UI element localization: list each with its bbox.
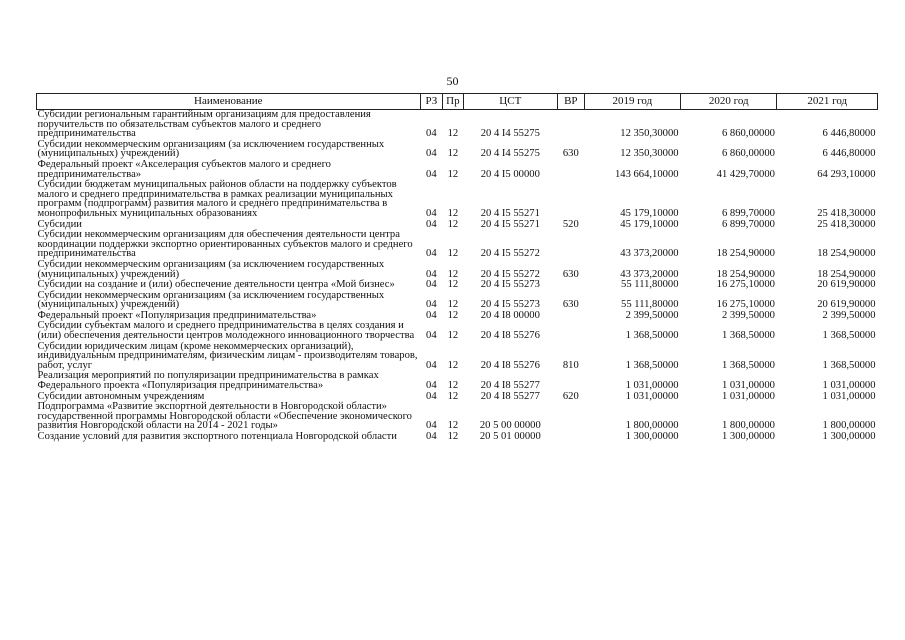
cell-pr: 12 [447,248,459,260]
cell-pr: 12 [447,128,459,140]
cell-name: Подпрограмма «Развитие экспортной деятельности в Новгородской области» государственной программы Новгородской области «Обеспечение экономического развития Новгородской области на 2014 - 2021 годы» [37,401,412,432]
table-row [37,342,878,372]
cell-2019: 45 179,10000 [620,207,679,219]
cell-rz: 04 [426,431,437,442]
cell-2019: 1 031,00000 [625,390,679,402]
header-cst: ЦСТ [463,94,557,110]
cell-cst: 20 4 I8 55277 [480,390,540,402]
table-row [37,371,878,391]
cell-vr: 810 [562,359,579,371]
cell-2021: 64 293,10000 [817,168,876,180]
cell-name: Реализация мероприятий по популяризации предпринимательства в рамках Федерального проекта «Популяризация предпринимательства» [37,370,379,392]
cell-2021: 18 254,90000 [817,248,876,260]
cell-name: Субсидии [37,218,82,230]
cell-vr [557,402,584,432]
cell-name: Субсидии на создание и (или) обеспечение деятельности центра «Мой бизнес» [37,279,395,291]
cell-2019: 1 031,00000 [625,380,679,392]
cell-rz: 04 [426,420,437,432]
cell-cst: 20 4 I5 00000 [480,168,540,180]
cell-cst: 20 4 I8 55277 [480,380,540,392]
cell-2019: 1 300,00000 [625,431,679,442]
cell-cst: 20 4 I4 55275 [480,128,540,140]
cell-pr: 12 [447,148,459,160]
cell-pr: 12 [447,218,459,230]
cell-cst: 20 4 I8 55276 [480,359,540,371]
cell-2019: 55 111,80000 [621,299,679,311]
cell-2020: 1 368,50000 [721,330,775,342]
cell-2021: 1 031,00000 [822,390,876,402]
cell-pr: 12 [447,390,459,402]
budget-table [36,93,878,443]
cell-name: Субсидии автономным учреждениям [37,390,205,402]
cell-2019: 1 368,50000 [625,330,679,342]
cell-cst: 20 4 I8 00000 [480,309,540,321]
page-number: 50 [446,74,459,88]
cell-2020: 16 275,10000 [716,299,775,311]
cell-pr: 12 [447,330,459,342]
table-row [37,230,878,260]
cell-2020: 18 254,90000 [716,268,775,280]
table-row [37,260,878,280]
cell-vr [557,311,584,322]
cell-vr [557,180,584,219]
cell-pr: 12 [447,359,459,371]
cell-rz: 04 [426,248,437,260]
header-pr: Пр [443,94,464,110]
cell-2020: 6 899,70000 [721,218,775,230]
table-row [37,402,878,432]
cell-2020: 1 031,00000 [721,390,775,402]
cell-2021: 1 300,00000 [822,431,876,442]
cell-rz: 04 [426,128,437,140]
cell-rz: 04 [426,380,437,392]
cell-name: Субсидии региональным гарантийным организациям для предоставления поручительств по обязательствам субъектов малого и среднего предпринимательства [37,109,371,140]
cell-2019: 2 399,50000 [625,309,679,321]
cell-2019: 12 350,30000 [620,148,679,160]
cell-2019: 1 368,50000 [625,359,679,371]
cell-rz: 04 [426,168,437,180]
cell-2019: 55 111,80000 [621,279,679,291]
cell-cst: 20 4 I8 55276 [480,330,540,342]
cell-pr: 12 [447,268,459,280]
header-2021: 2021 год [777,94,878,110]
cell-2021: 25 418,30000 [817,218,876,230]
cell-cst: 20 4 I5 55271 [480,207,540,219]
cell-name: Субсидии некоммерческим организациям (за исключением государственных (муниципальных) учреждений) [37,138,385,160]
cell-2021: 18 254,90000 [817,268,876,280]
cell-2020: 18 254,90000 [716,248,775,260]
cell-rz: 04 [426,279,437,291]
cell-2021: 1 031,00000 [822,380,876,392]
cell-cst: 20 4 I4 55275 [480,148,540,160]
cell-rz: 04 [426,390,437,402]
cell-rz: 04 [426,309,437,321]
cell-vr: 630 [562,299,579,311]
table-row [37,140,878,160]
cell-name: Субсидии бюджетам муниципальных районов области на поддержку субъектов малого и среднего предпринимательства в рамках реализации муниципальных программ (подпрограмм) развития малого и среднего предпринимательства в монопрофильных муниципальных образованиях [37,179,397,219]
cell-name: Создание условий для развития экспортного потенциала Новгородской области [37,431,397,442]
cell-rz: 04 [426,330,437,342]
cell-pr: 12 [447,299,459,311]
table-header-row [37,94,878,110]
cell-pr: 12 [447,207,459,219]
table-row [37,291,878,311]
cell-pr: 12 [447,309,459,321]
cell-cst: 20 4 I5 55271 [480,218,540,230]
table-row [37,321,878,341]
table-row [37,180,878,219]
header-name: Наименование [37,94,421,110]
cell-rz: 04 [426,148,437,160]
cell-pr: 12 [447,431,459,442]
cell-2021: 1 368,50000 [822,359,876,371]
cell-2020: 41 429,70000 [716,168,775,180]
cell-rz: 04 [426,268,437,280]
cell-pr: 12 [447,420,459,432]
header-vr: ВР [557,94,584,110]
cell-cst: 20 4 I5 55273 [480,299,540,311]
cell-2019: 43 373,20000 [620,268,679,280]
cell-2021: 20 619,90000 [817,279,876,291]
cell-2021: 6 446,80000 [822,148,876,160]
cell-2019: 143 664,10000 [614,168,679,180]
cell-2020: 6 860,00000 [721,148,775,160]
cell-name: Федеральный проект «Популяризация предпринимательства» [37,309,317,321]
cell-vr [557,371,584,391]
cell-2019: 43 373,20000 [620,248,679,260]
cell-vr [557,160,584,180]
table-row [37,110,878,140]
cell-vr [557,280,584,291]
cell-2019: 1 800,00000 [625,420,679,432]
cell-vr [557,432,584,443]
cell-2020: 1 800,00000 [721,420,775,432]
cell-vr: 630 [562,148,579,160]
cell-vr: 620 [562,390,579,402]
cell-rz: 04 [426,359,437,371]
cell-2021: 1 368,50000 [822,330,876,342]
cell-cst: 20 4 I5 55272 [480,248,540,260]
cell-name: Субсидии некоммерческим организациям (за исключением государственных (муниципальных) учреждений) [37,258,385,280]
cell-name: Федеральный проект «Акселерация субъектов малого и среднего предпринимательства» [37,158,331,180]
cell-2021: 1 800,00000 [822,420,876,432]
table-row [37,160,878,180]
cell-2021: 2 399,50000 [822,309,876,321]
cell-2020: 1 300,00000 [721,431,775,442]
cell-name: Субсидии некоммерческим организациям (за исключением государственных (муниципальных) учреждений) [37,289,385,311]
cell-vr [557,110,584,140]
cell-name: Субсидии субъектам малого и среднего предпринимательства в целях создания и (или) обеспечения деятельности центров молодежного инновационного творчества [37,320,415,342]
cell-pr: 12 [447,168,459,180]
cell-cst: 20 4 I5 55272 [480,268,540,280]
header-2020: 2020 год [681,94,777,110]
table-row [37,432,878,443]
cell-rz: 04 [426,218,437,230]
cell-vr: 630 [562,268,579,280]
cell-2019: 12 350,30000 [620,128,679,140]
cell-2020: 1 031,00000 [721,380,775,392]
cell-vr [557,321,584,341]
cell-2021: 25 418,30000 [817,207,876,219]
cell-name: Субсидии юридическим лицам (кроме некоммерческих организаций), индивидуальным предпринимателям, физическим лицам - производителям товаров, работ, услуг [37,340,418,371]
cell-2020: 1 368,50000 [721,359,775,371]
cell-vr: 520 [562,218,579,230]
cell-pr: 12 [447,279,459,291]
cell-cst: 20 5 01 00000 [479,431,541,442]
cell-cst: 20 4 I5 55273 [480,279,540,291]
cell-cst: 20 5 00 00000 [479,420,541,432]
cell-rz: 04 [426,299,437,311]
header-rz: РЗ [420,94,443,110]
cell-2020: 6 899,70000 [721,207,775,219]
header-2019: 2019 год [584,94,680,110]
cell-pr: 12 [447,380,459,392]
cell-2020: 2 399,50000 [721,309,775,321]
cell-2021: 6 446,80000 [822,128,876,140]
cell-rz: 04 [426,207,437,219]
cell-2019: 45 179,10000 [620,218,679,230]
cell-vr [557,230,584,260]
cell-name: Субсидии некоммерческим организациям для обеспечения деятельности центра координации поддержки экспортно ориентированных субъектов малого и среднего предпринимательства [37,229,413,260]
cell-2020: 16 275,10000 [716,279,775,291]
cell-2020: 6 860,00000 [721,128,775,140]
cell-2021: 20 619,90000 [817,299,876,311]
